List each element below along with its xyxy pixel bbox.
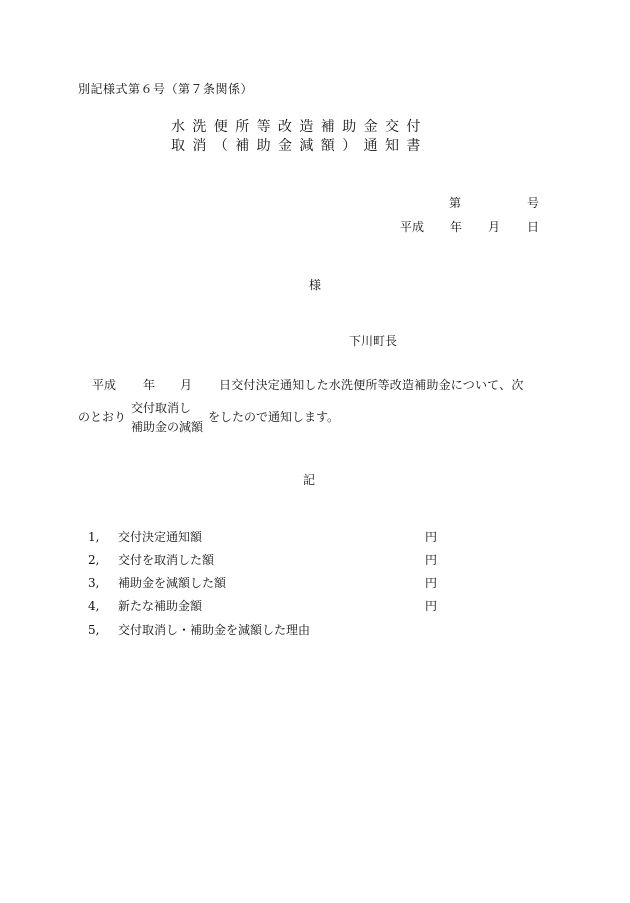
date-month: 月: [488, 220, 501, 234]
body-era: 平成: [92, 378, 117, 392]
item-number: 5,: [88, 623, 100, 637]
date-day: 日: [527, 220, 540, 234]
item-label: 交付取消し・補助金を減額した理由: [118, 623, 311, 637]
title-line-1: 水洗便所等改造補助金交付: [171, 119, 428, 135]
body-year: 年: [143, 378, 156, 392]
choice-reduce: 補助金の減額: [131, 420, 204, 434]
body-month: 月: [180, 378, 193, 392]
doc-number-prefix: 第: [449, 196, 462, 210]
item-unit: 円: [425, 576, 438, 590]
item-unit: 円: [425, 599, 438, 613]
choice-cancel: 交付取消し: [131, 401, 192, 415]
doc-number-suffix: 号: [527, 196, 540, 210]
body-line-1: 日交付決定通知した水洗便所等改造補助金について、次: [219, 378, 524, 392]
sender-name: 下川町長: [349, 334, 398, 348]
date-era: 平成: [400, 220, 425, 234]
ki-heading: 記: [303, 473, 316, 487]
title-line-2: 取消（補助金減額）通知書: [171, 138, 428, 154]
body-line-2-lead: のとおり: [78, 410, 127, 424]
item-label: 新たな補助金額: [118, 599, 203, 613]
item-number: 3,: [88, 576, 100, 590]
form-label: 別記様式第６号（第７条関係）: [78, 82, 254, 96]
item-label: 補助金を減額した額: [118, 576, 227, 590]
item-number: 2,: [88, 553, 100, 567]
item-number: 1,: [88, 530, 100, 544]
addressee-honorific: 様: [309, 278, 322, 292]
item-unit: 円: [425, 530, 438, 544]
date-year: 年: [450, 220, 463, 234]
item-label: 交付決定通知額: [118, 530, 203, 544]
item-unit: 円: [425, 553, 438, 567]
item-number: 4,: [88, 599, 100, 613]
body-line-2-tail: をしたので通知します。: [208, 410, 340, 424]
item-label: 交付を取消した額: [118, 553, 215, 567]
